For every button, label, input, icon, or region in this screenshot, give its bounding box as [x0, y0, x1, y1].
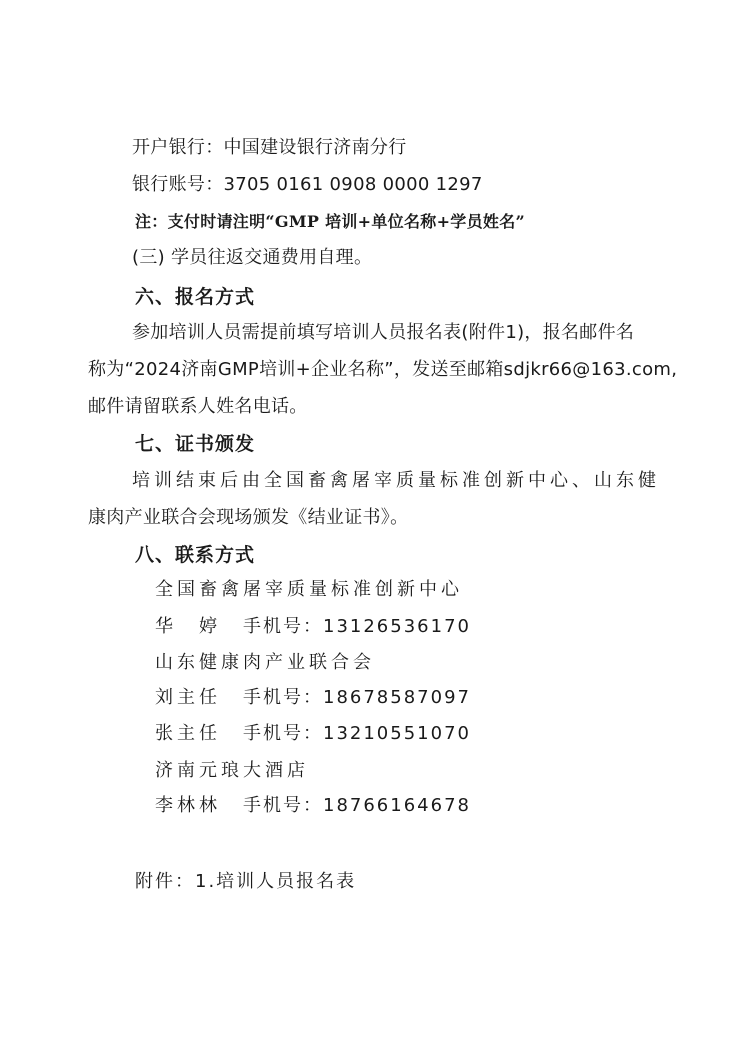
contact-person-4 [155, 794, 471, 818]
bank-name-line: 开户银行：中国建设银行济南分行 [132, 137, 407, 158]
travel-expense-line: (三) 学员往返交通费用自理。 [132, 247, 373, 268]
attachment-line: 附件：1.培训人员报名表 [135, 871, 357, 892]
contact-org-1: 全国畜禽屠宰质量标准创新中心 [155, 579, 463, 600]
certificate-line-2: 康肉产业联合会现场颁发《结业证书》。 [88, 507, 409, 528]
contact-person-2-name: 刘主任 [155, 687, 221, 708]
contact-org-3: 济南元琅大酒店 [155, 760, 309, 781]
contact-person-2-phone: 手机号：18678587097 [243, 687, 471, 708]
contact-person-2 [155, 686, 471, 710]
registration-heading: 六、报名方式 [135, 286, 256, 308]
registration-line-3: 邮件请留联系人姓名电话。 [88, 396, 308, 417]
certificate-heading: 七、证书颁发 [135, 433, 256, 455]
contact-heading: 八、联系方式 [135, 544, 256, 566]
registration-line-1: 参加培训人员需提前填写培训人员报名表(附件1)，报名邮件名 [132, 322, 635, 343]
contact-person-3-name: 张主任 [155, 723, 221, 744]
contact-person-4-phone: 手机号：18766164678 [243, 795, 471, 816]
contact-person-1 [155, 615, 471, 639]
contact-person-1-name: 华 婷 [155, 616, 221, 637]
contact-person-1-phone: 手机号：13126536170 [243, 616, 471, 637]
bank-account-line: 银行账号：3705 0161 0908 0000 1297 [132, 174, 483, 195]
certificate-line-1: 培训结束后由全国畜禽屠宰质量标准创新中心、山东健 [132, 470, 660, 491]
registration-line-2: 称为“2024济南GMP培训+企业名称”，发送至邮箱sdjkr66@163.com, [88, 359, 678, 380]
contact-org-2: 山东健康肉产业联合会 [155, 652, 375, 673]
contact-person-4-name: 李林林 [155, 795, 221, 816]
contact-person-3 [155, 722, 471, 746]
payment-note: 注：支付时请注明“GMP 培训+单位名称+学员姓名” [135, 212, 525, 231]
contact-person-3-phone: 手机号：13210551070 [243, 723, 471, 744]
